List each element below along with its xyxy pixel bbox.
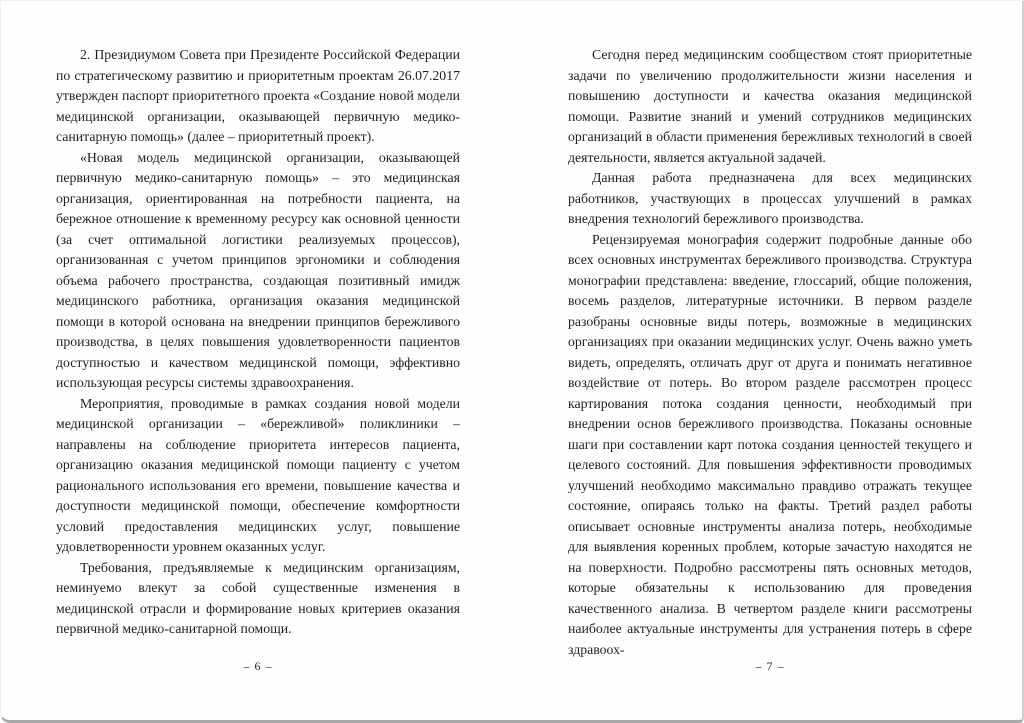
page-left bbox=[56, 1, 460, 723]
page-right bbox=[568, 1, 972, 723]
page-left-text bbox=[56, 45, 460, 640]
page-number-right: – 7 – bbox=[755, 659, 785, 673]
page-right-text bbox=[568, 45, 972, 660]
paragraph: Требования, предъявляемые к медицинским организациям, неминуемо влекут за собой существенные изменения в медицинской отрасли и формирование новых критериев оказания первичной медико-санитарной помощи. bbox=[56, 559, 460, 636]
paragraph: «Новая модель медицинской организации, оказывающей первичную медико-санитарную помощь» – это медицинская организация, ориентированная на потребности пациента, на бережное отношение к временному ресурсу как основной ценности (за счет оптимальной логистики реализуемых процессов), организованная с учетом принципов эргономики и соблюдения объема рабочего пространства, создающая позитивный имидж медицинского работника, организация оказания медицинской помощи в которой основана на внедрении принципов бережливого производства, в целях повышения удовлетворенности пациентов доступностью и качеством медицинской помощи, эффективно использующая ресурсы системы здравоохранения. bbox=[56, 149, 460, 390]
paragraph: Мероприятия, проводимые в рамках создания новой модели медицинской организации – «бережливой» поликлиники – направлены на соблюдение приоритета интересов пациента, организацию оказания медицинской помощи пациенту с учетом рационального использования его времени, повышение качества и доступности медицинской помощи, обеспечение комфортности условий предоставления медицинских услуг, повышение удовлетворенности уровнем оказанных услуг. bbox=[56, 395, 460, 554]
paragraph: Сегодня перед медицинским сообществом стоят приоритетные задачи по увеличению продолжительности жизни населения и повышению доступности и качества оказания медицинской помощи. Развитие знаний и умений сотрудников медицинских организаций в области применения бережливых технологий в своей деятельности, является актуальной задачей. bbox=[568, 47, 972, 165]
page-number-left: – 6 – bbox=[243, 659, 273, 673]
paragraph: Рецензируемая монография содержит подробные данные обо всех основных инструментах бережливого производства. Структура монографии представлена: введение, глоссарий, общие положения, восемь разделов, литературные источники. В первом разделе разобраны основные виды потерь, возможные в медицинских организациях при оказании медицинских услуг. Очень важно уметь видеть, определять, отличать друг от друга и понимать негативное воздействие от потерь. Во втором разделе рассмотрен процесс картирования потока создания ценности, необходимый при внедрении основ бережливого производства. Показаны основные шаги при составлении карт потока создания ценностей текущего и целевого состояний. Для повышения эффективности проводимых улучшений необходимо максимально правдиво отражать текущее состояние, опираясь только на факты. Третий раздел работы описывает основные инструменты анализа потерь, необходимые для выявления коренных проблем, которые зачастую находятся не на поверхности. Подробно рассмотрены пять основных методов, которые обязательны к использованию для проведения качественного анализа. В четвертом разделе книги рассмотрены наиболее актуальные инструменты для устранения потерь в сфере здравоох- bbox=[568, 231, 972, 657]
paragraph: Данная работа предназначена для всех медицинских работников, участвующих в процессах улучшений в рамках внедрения технологий бережливого производства. bbox=[568, 170, 972, 226]
paragraph: 2. Президиумом Совета при Президенте Российской Федерации по стратегическому развитию и приоритетным проектам 26.07.2017 утвержден паспорт приоритетного проекта «Создание новой модели медицинской организации, оказывающей первичную медико-санитарную помощь» (далее – приоритетный проект). bbox=[56, 47, 460, 144]
